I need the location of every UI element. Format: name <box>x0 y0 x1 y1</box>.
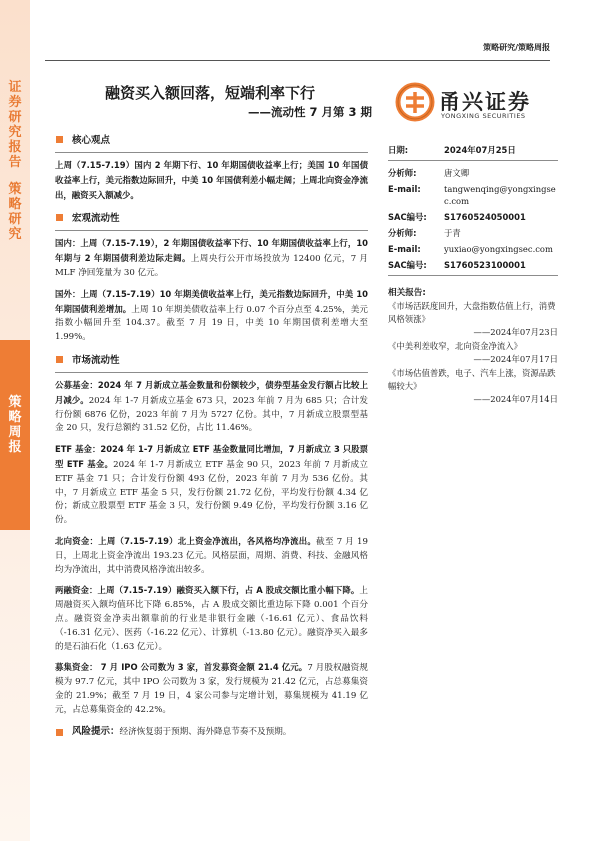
header-divider <box>45 60 550 61</box>
page-title: 融资买入额回落，短端利率下行 <box>105 84 316 102</box>
market-northbound: 北向资金：上周（7.15-7.19）北上资金净流出，各风格均净流出。截至 7 月 19 日，上周北上资金净流出 193.23 亿元。风格层面，周期、消费、科技、金融风格均为净流出，其中消费风格净流出较多。 <box>55 535 368 575</box>
bullet-square-icon <box>56 136 63 143</box>
sidebar-char: 究 <box>8 125 22 140</box>
analyst-name: 分析师: 于青 <box>388 228 461 238</box>
sidebar-char: 周 <box>8 425 22 440</box>
sidebar-char: 策 <box>8 182 22 197</box>
main-column <box>55 132 368 745</box>
logo-mark-icon <box>395 82 435 122</box>
sidebar-char: 券 <box>8 95 22 110</box>
related-reports-title: 相关报告: <box>388 288 426 298</box>
company-logo <box>395 82 555 126</box>
market-funds: 公募基金：2024 年 7 月新成立基金数量和份额较少，债券型基金发行额占比较上月减少。2024 年 1-7 月新成立基金 673 只，2023 年前 7 月为 685 只；合计发行份额 6876 亿份，2023 年前 7 月为 5727 亿份。其中，7 月新成立股票型基金 20 只，发行总额约 31.52 亿份，占比 11.46%。 <box>55 379 369 434</box>
market-fundraising: 募集资金： 7 月 IPO 公司数为 3 家，首发募资金额 21.4 亿元。7 月股权融资规模为 97.7 亿元，其中 IPO 公司数为 3 家，发行规模为 21.42 亿元，占总募集资金的 21.9%；截至 7 月 19 日，4 家公司参与定增计划，募集规模为 41.19 亿元，占总募集资金的 42.2%。 <box>55 662 368 715</box>
analyst-sac: SAC编号: S1760523100001 <box>388 260 526 270</box>
related-report-link[interactable]: 《市场活跃度回升，大盘指数估值上行，消费风格领涨》 <box>388 301 556 324</box>
related-report-date: ——2024年07月14日 <box>473 394 558 404</box>
sidebar-char: 证 <box>8 80 22 95</box>
market-margin: 两融资金：上周（7.15-7.19）融资买入额下行，占 A 股成交额比重小幅下降。上周融资买入额均值环比下降 6.85%，占 A 股成交额比重边际下降 0.001 个百分点。融资资金净卖出额靠前的行业是非银行金融（-16.61 亿元）、食品饮料（-16.31 亿元）、医药（-16.22 亿元）、计算机（-13.80 亿元）。融资净买入最多的是石油石化（1.63 亿元）。 <box>55 585 368 652</box>
header-tag: 策略研究/策略周报 <box>483 43 550 52</box>
sidebar-report-type <box>4 395 26 455</box>
macro-domestic: 国内：上周（7.15-7.19），2 年期国债收益率下行、10 年期国债收益率上行，10 年期与 2 年期国债利差边际走阔。上周央行公开市场投放为 12400 亿元，7 月 MLF 净回笼量为 30 亿元。 <box>55 238 368 278</box>
sidebar-char: 研 <box>8 110 22 125</box>
sidebar-category <box>4 80 26 242</box>
section-heading: 核心观点 <box>55 132 368 148</box>
sidebar-char: 报 <box>8 440 22 455</box>
sidebar-char: 策 <box>8 395 22 410</box>
sidebar-char: 研 <box>8 212 22 227</box>
report-date: 日期: 2024年07月25日 <box>388 145 516 155</box>
related-report-link[interactable]: 《中美利差收窄，北向资金净流入》 <box>388 341 522 351</box>
section-divider <box>55 230 368 231</box>
page-subtitle: ——流动性 7 月第 3 期 <box>248 105 373 119</box>
sidebar-char: 告 <box>8 155 22 170</box>
related-report-link[interactable]: 《市场估值普跌，电子、汽车上涨，资源品跌幅较大》 <box>388 368 556 391</box>
section-heading: 市场流动性 <box>55 352 368 368</box>
analyst-sac: SAC编号: S1760524050001 <box>388 212 526 222</box>
analyst-email: E-mail: tangwenqing@yongxingsec.com <box>388 184 556 206</box>
logo-text: 甬兴证券 <box>439 90 531 114</box>
analyst-name: 分析师: 唐文卿 <box>388 168 470 178</box>
macro-foreign: 国外：上周（7.15-7.19）10 年期美债收益率上行，美元指数边际回升，中美 10 年期国债利差增加。上周 10 年期美债收益率上行 0.07 个百分点至 4.25%，美元指数小幅回升至 104.37。截至 7 月 19 日，中美 10 年期国债利差增大至 1.99%。 <box>55 288 369 343</box>
bullet-square-icon <box>56 214 63 221</box>
info-divider <box>388 160 558 161</box>
info-column <box>388 144 558 407</box>
related-report-date: ——2024年07月23日 <box>473 327 558 337</box>
section-heading: 宏观流动性 <box>55 210 368 226</box>
sidebar-char: 略 <box>8 197 22 212</box>
sidebar-char: 究 <box>8 227 22 242</box>
sidebar-char: 报 <box>8 140 22 155</box>
logo-english: YONGXING SECURITIES <box>441 112 526 120</box>
bullet-square-icon <box>56 356 63 363</box>
sidebar-char: 略 <box>8 410 22 425</box>
info-divider <box>388 275 558 276</box>
section-divider <box>55 152 368 153</box>
bullet-square-icon <box>56 729 63 736</box>
analyst-email: E-mail: yuxiao@yongxingsec.com <box>388 244 553 254</box>
related-report-date: ——2024年07月17日 <box>473 354 558 364</box>
section-divider <box>55 372 368 373</box>
market-etf: ETF 基金：2024 年 1-7 月新成立 ETF 基金数量同比增加，7 月新成立 3 只股票型 ETF 基金。2024 年 1-7 月新成立 ETF 基金 90 只，2023 年前 7 月新成立 ETF 基金 71 只；合计发行份额 493 亿份，2023 年前 7 月为 536 亿份。其中，7 月新成立 ETF 基金 5 只，发行份额 21.72 亿份，平均发行份额 4.34 亿份；新成立股票型 ETF 基金 3 只，发行份额 9.49 亿份，平均发行份额 3.16 亿份。 <box>55 444 368 526</box>
risk-heading: 风险提示：经济恢复弱于预期、海外降息节奏不及预期。 <box>55 725 368 741</box>
core-summary: 上周（7.15-7.19）国内 2 年期下行、10 年期国债收益率上行；美国 10 年国债收益率上行，美元指数边际回升，中美 10 年国债利差小幅走阔；上周北向资金净流出，融资买入额减少。 <box>55 160 368 200</box>
